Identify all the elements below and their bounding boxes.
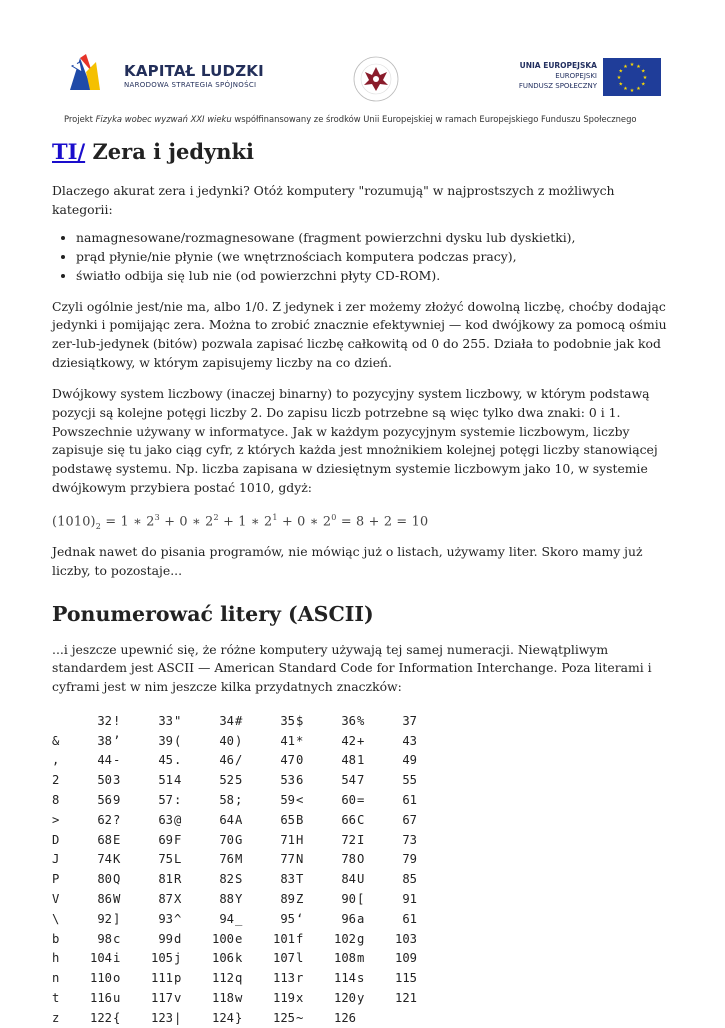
ascii-char: 4 [174,773,182,788]
ascii-code: 35 [280,713,295,728]
ascii-code: 42 [341,733,356,748]
ascii-char: , [52,753,60,768]
formula-exponent: 3 [154,512,160,522]
table-row [52,711,418,731]
page-title [52,138,674,166]
university-seal-icon [352,55,400,103]
ascii-code: 49 [402,753,417,768]
ascii-char: \ [52,911,60,926]
ascii-char: Y [235,891,243,906]
ascii-paragraph: ...i jeszcze upewnić się, że różne komputery używają tej samej numeracji. Niewątpliwym standardem jest ASCII — American Standard Code for Information Interchange. Poza literami i cyframi jest w nim jeszcze kilka przydatnych znaczków: [52,641,652,695]
ascii-char: ( [174,733,182,748]
table-row [52,869,418,889]
ascii-code: 110 [89,971,112,986]
ascii-code: 59 [280,792,295,807]
ascii-char: e [235,931,243,946]
table-row [52,750,418,770]
ascii-char: f [296,931,304,946]
ascii-code: 105 [150,951,173,966]
ascii-code: 38 [97,733,112,748]
ascii-char: ~ [296,1010,304,1025]
ascii-code: 71 [280,832,295,847]
ascii-code: 98 [97,931,112,946]
formula-term: + 1 ∗ 2 [218,513,273,529]
ascii-code: 51 [158,773,173,788]
ascii-code: 56 [97,792,112,807]
ascii-char [52,711,78,731]
ascii-code: 50 [97,773,112,788]
table-row [52,988,418,1008]
formula-exponent: 0 [331,512,337,522]
ascii-code: 119 [272,990,295,1005]
letters-paragraph: Jednak nawet do pisania programów, nie mówiąc już o listach, używamy liter. Skoro mamy już liczby, to pozostaje... [52,544,643,579]
ascii-char: * [296,733,304,748]
ascii-char: # [235,713,243,728]
ascii-code: 91 [402,891,417,906]
ascii-char: v [174,990,182,1005]
bits-paragraph: Czyli ogólnie jest/nie ma, albo 1/0. Z jedynek i zer możemy złożyć dowolną liczbę, choćby dodając jedynki i pomijając zera. Można to zrobić znacznie efektywniej — kod dwójkowy za pomocą ośmiu zer-lub-jedynek (bitów) pozwala zapisać liczbę całkowitą od 0 do 255. Działa to podobnie jak kod dziesiątkowy, w którym zapisujemy liczby na co dzień. [52,298,667,370]
list-item: • prąd płynie/nie płynie (we wnętrznościach komputera podczas pracy), [76,248,674,267]
ascii-code: 101 [272,931,295,946]
ascii-code: 108 [333,951,356,966]
ascii-code: 52 [219,773,234,788]
ascii-code: 73 [402,832,417,847]
ascii-char: V [52,891,60,906]
ascii-char: n [52,971,60,986]
ascii-code: 70 [219,832,234,847]
eu-flag-icon [603,58,661,96]
ascii-char: ; [235,792,243,807]
project-name: Fizyka wobec wyzwań XXI wieku [95,114,232,124]
ascii-code: 61 [402,792,417,807]
ascii-char: l [296,951,304,966]
ascii-code: 123 [150,1010,173,1025]
ascii-char: + [357,733,365,748]
ascii-char: m [357,951,365,966]
ascii-code: 32 [97,713,112,728]
table-row [52,770,418,790]
ascii-char: u [113,990,121,1005]
ascii-char: ? [113,812,121,827]
ascii-char: w [235,990,243,1005]
categories-list [52,229,674,285]
ascii-char: p [174,971,182,986]
ascii-char: B [296,812,304,827]
ascii-char: J [52,852,60,867]
kapital-ludzki-title: KAPITAŁ LUDZKI [124,62,264,80]
project-prefix: Projekt [64,114,93,124]
article-content [52,138,674,1028]
table-row [52,968,418,988]
ascii-code: 125 [272,1010,295,1025]
ascii-char: Q [113,872,121,887]
ascii-code: 87 [158,891,173,906]
ascii-char: ] [113,911,121,926]
table-row [52,810,418,830]
project-line [64,114,664,124]
page-title-text: Zera i jedynki [92,139,255,164]
ascii-char: N [296,852,304,867]
ascii-char: M [235,852,243,867]
ascii-code: 109 [394,951,417,966]
ascii-code: 76 [219,852,234,867]
ascii-char: 6 [296,773,304,788]
ascii-char: s [357,971,365,986]
ascii-char: _ [235,911,243,926]
ascii-code: 104 [89,951,112,966]
ascii-code: 115 [394,971,417,986]
ascii-code: 72 [341,832,356,847]
ascii-char: q [235,971,243,986]
ascii-char: F [174,832,182,847]
ascii-code: 88 [219,891,234,906]
ascii-char: ‘ [296,911,304,926]
ascii-char: P [52,872,60,887]
ascii-code: 100 [211,931,234,946]
ascii-char: 2 [52,773,60,788]
ascii-code: 37 [402,713,417,728]
ascii-code: 112 [211,971,234,986]
ascii-code: 90 [341,891,356,906]
formula-lhs-base: 2 [95,521,102,531]
kapital-ludzki-subtitle: NARODOWA STRATEGIA SPÓJNOŚCI [124,81,257,89]
ascii-char: % [357,713,365,728]
ascii-char: h [52,951,60,966]
ascii-code: 45 [158,753,173,768]
project-suffix: współfinansowany ze środków Unii Europejskiej w ramach Europejskiego Funduszu Społecznego [234,114,637,124]
ascii-char: A [235,812,243,827]
ascii-char: ) [235,733,243,748]
ascii-char: g [357,931,365,946]
table-row [52,790,418,810]
ascii-char: C [357,812,365,827]
ascii-char: > [52,812,60,827]
ascii-char: j [174,951,182,966]
table-row [52,889,418,909]
ascii-char: } [235,1010,243,1025]
ascii-code: 84 [341,872,356,887]
ascii-char: G [235,832,243,847]
ascii-char: ^ [174,911,182,926]
ascii-code: 78 [341,852,356,867]
breadcrumb-link-ti[interactable]: TI/ [52,139,86,164]
svg-text:★: ★ [636,86,641,93]
binary-paragraph: Dwójkowy system liczbowy (inaczej binarny) to pozycyjny system liczbowy, w którym podstawą pozycji są kolejne potęgi liczby 2. Do zapisu liczb potrzebne są więc tylko dwa znaki: 0 i 1. Powszechnie używany w informatyce. Jak w każdym pozycyjnym systemie liczbowym, liczby zapisuje się tu jako ciąg cyfr, z których każda jest mnożnikiem kolejnej potęgi liczby stanowiącej podstawę systemu. Np. liczba zapisana w dziesiętnym systemie liczbowym jako 10, w systemie dwójkowym przybiera postać 1010, gdyż: [52,386,658,495]
ascii-code: 69 [158,832,173,847]
ascii-code: 46 [219,753,234,768]
ascii-code: 60 [341,792,356,807]
ascii-char: | [174,1010,182,1025]
ascii-code: 77 [280,852,295,867]
ascii-code: 92 [97,911,112,926]
ascii-code: 121 [394,990,417,1005]
ascii-code: 107 [272,951,295,966]
ascii-char: 8 [52,792,60,807]
ascii-char: { [113,1010,121,1025]
svg-text:★: ★ [618,81,623,88]
ascii-char: i [113,951,121,966]
svg-text:★: ★ [629,88,635,94]
ascii-table [52,711,418,1028]
ascii-code: 118 [211,990,234,1005]
ascii-code: 68 [97,832,112,847]
ascii-char: . [174,753,182,768]
ascii-char: K [113,852,121,867]
binary-formula [52,513,674,531]
ascii-char: R [174,872,182,887]
ascii-char: a [357,911,365,926]
ascii-char: / [235,753,243,768]
ascii-char: = [357,792,365,807]
ascii-char: W [113,891,121,906]
eu-line-3: FUNDUSZ SPOŁECZNY [518,82,597,90]
ascii-char: S [235,872,243,887]
ascii-code: 120 [333,990,356,1005]
ascii-code: 94 [219,911,234,926]
ascii-code: 48 [341,753,356,768]
ascii-code: 124 [211,1010,234,1025]
ascii-code: 64 [219,812,234,827]
formula-term: + 0 ∗ 2 [277,513,332,529]
ascii-code: 65 [280,812,295,827]
eu-label [519,61,597,91]
ascii-code: 66 [341,812,356,827]
ascii-code: 63 [158,812,173,827]
ascii-code: 55 [402,773,417,788]
ascii-code: 116 [89,990,112,1005]
table-row [52,929,418,949]
formula-lhs: (1010) [52,513,96,529]
svg-text:★: ★ [616,75,622,81]
ascii-code: 62 [97,812,112,827]
table-row [52,849,418,869]
ascii-code: 83 [280,872,295,887]
ascii-char: @ [174,812,182,827]
svg-text:★: ★ [623,86,628,93]
ascii-code: 33 [158,713,173,728]
ascii-char: & [52,733,60,748]
list-item: • światło odbija się lub nie (od powierzchni płyty CD-ROM). [76,267,674,286]
ascii-code: 36 [341,713,356,728]
page-header [0,0,725,132]
ascii-code: 75 [158,852,173,867]
ascii-char: T [296,872,304,887]
ascii-code: 39 [158,733,173,748]
ascii-code: 85 [402,872,417,887]
ascii-code: 126 [333,1010,356,1025]
ascii-code: 122 [89,1010,112,1025]
svg-text:★: ★ [641,68,646,75]
ascii-char: c [113,931,121,946]
ascii-code: 74 [97,852,112,867]
ascii-code: 106 [211,951,234,966]
ascii-char: t [52,990,60,1005]
table-row [52,1008,418,1028]
ascii-code: 95 [280,911,295,926]
formula-term: + 0 ∗ 2 [159,513,214,529]
ascii-char: I [357,832,365,847]
ascii-char: r [296,971,304,986]
ascii-code: 47 [280,753,295,768]
ascii-char: d [174,931,182,946]
ascii-char: $ [296,713,304,728]
ascii-code: 103 [394,931,417,946]
ascii-char: 9 [113,792,121,807]
ascii-code: 34 [219,713,234,728]
ascii-char: 3 [113,773,121,788]
ascii-code: 86 [97,891,112,906]
ascii-char: U [357,872,365,887]
ascii-code: 114 [333,971,356,986]
ascii-char: x [296,990,304,1005]
ascii-char: 5 [235,773,243,788]
ascii-code: 53 [280,773,295,788]
ascii-code: 80 [97,872,112,887]
ascii-char: y [357,990,365,1005]
ascii-code: 96 [341,911,356,926]
list-item: • namagnesowane/rozmagnesowane (fragment powierzchni dysku lub dyskietki), [76,229,674,248]
section-title-ascii: Ponumerować litery (ASCII) [52,601,374,626]
formula-exponent: 2 [213,512,219,522]
ascii-char: z [52,1010,60,1025]
ascii-code: 79 [402,852,417,867]
intro-paragraph: Dlaczego akurat zera i jedynki? Otóż komputery "rozumują" w najprostszych z możliwych kategorii: [52,183,615,217]
eu-title: UNIA EUROPEJSKA [519,61,597,70]
ascii-code: 117 [150,990,173,1005]
svg-text:★: ★ [636,63,641,70]
svg-text:★: ★ [642,75,648,81]
ascii-code: 43 [402,733,417,748]
kapital-ludzki-logo-icon [66,52,114,92]
ascii-char: < [296,792,304,807]
ascii-char: Z [296,891,304,906]
ascii-code: 89 [280,891,295,906]
ascii-char: " [174,713,182,728]
eu-line-2: EUROPEJSKI [555,72,597,80]
ascii-char: L [174,852,182,867]
svg-text:★: ★ [641,81,646,88]
formula-rhs: = 8 + 2 = 10 [336,513,429,529]
ascii-char: O [357,852,365,867]
table-row [52,909,418,929]
ascii-char: X [174,891,182,906]
ascii-code: 57 [158,792,173,807]
ascii-char: : [174,792,182,807]
formula-exponent: 1 [272,512,278,522]
ascii-char: 0 [296,753,304,768]
ascii-char: 1 [357,753,365,768]
ascii-char: o [113,971,121,986]
ascii-char: ! [113,713,121,728]
ascii-char: E [113,832,121,847]
formula-term: = 1 ∗ 2 [101,513,155,529]
ascii-code: 40 [219,733,234,748]
ascii-code: 41 [280,733,295,748]
svg-text:★: ★ [629,62,635,68]
table-row [52,731,418,751]
ascii-table-body [52,711,418,1028]
ascii-char: - [113,753,121,768]
svg-text:★: ★ [618,68,623,75]
ascii-code: 93 [158,911,173,926]
ascii-code: 99 [158,931,173,946]
ascii-code: 102 [333,931,356,946]
svg-text:★: ★ [623,63,628,70]
ascii-code: 44 [97,753,112,768]
ascii-code: 67 [402,812,417,827]
ascii-code: 58 [219,792,234,807]
ascii-char: H [296,832,304,847]
ascii-char: D [52,832,60,847]
ascii-char: ’ [113,733,121,748]
ascii-code: 54 [341,773,356,788]
ascii-code: 111 [150,971,173,986]
ascii-char: [ [357,891,365,906]
ascii-code: 81 [158,872,173,887]
table-row [52,830,418,850]
table-row [52,948,418,968]
ascii-code: 82 [219,872,234,887]
ascii-code: 61 [402,911,417,926]
ascii-char: k [235,951,243,966]
ascii-char: b [52,931,60,946]
ascii-char: 7 [357,773,365,788]
ascii-code: 113 [272,971,295,986]
